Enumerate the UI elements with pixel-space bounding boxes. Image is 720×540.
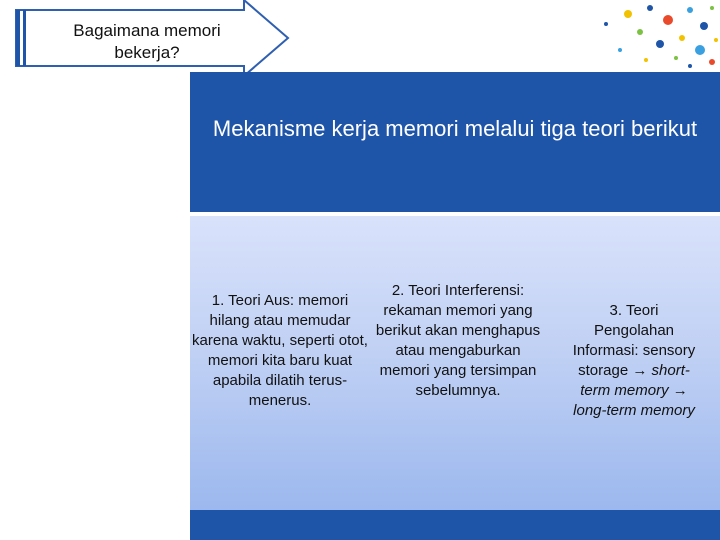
- teori3-line2: Pengolahan: [593, 322, 675, 339]
- footer-band: [190, 510, 720, 540]
- teori3-line5: [548, 381, 720, 401]
- right-arrow-icon: →: [672, 382, 688, 399]
- teori3-long-term: long-term memory: [573, 402, 695, 419]
- teori3-line1: 3. Teori: [609, 302, 659, 319]
- teori3-storage: storage: [578, 362, 629, 379]
- teori-pengolahan-text: [548, 301, 720, 421]
- arrow-title: Bagaimana memori bekerja?: [73, 21, 221, 62]
- panel-title: Mekanisme kerja memori melalui tiga teori berikut: [212, 116, 698, 141]
- right-arrow-icon: →: [632, 362, 648, 379]
- teori3-line3: Informasi: sensory: [572, 342, 696, 359]
- teori3-term-memory: term memory: [580, 382, 669, 399]
- title-arrow: [12, 0, 292, 80]
- teori3-short: short-: [651, 362, 690, 379]
- teori-interferensi-text: 2. Teori Interferensi: rekaman memori yang berikut akan menghapus atau mengaburkan memori yang tersimpan sebelumnya.: [375, 282, 541, 399]
- teori-aus-text: 1. Teori Aus: memori hilang atau memudar karena waktu, seperti otot, memori kita baru kuat apabila dilatih terus-menerus.: [192, 292, 368, 409]
- title-panel: [190, 72, 720, 212]
- teori3-line4: [548, 361, 720, 381]
